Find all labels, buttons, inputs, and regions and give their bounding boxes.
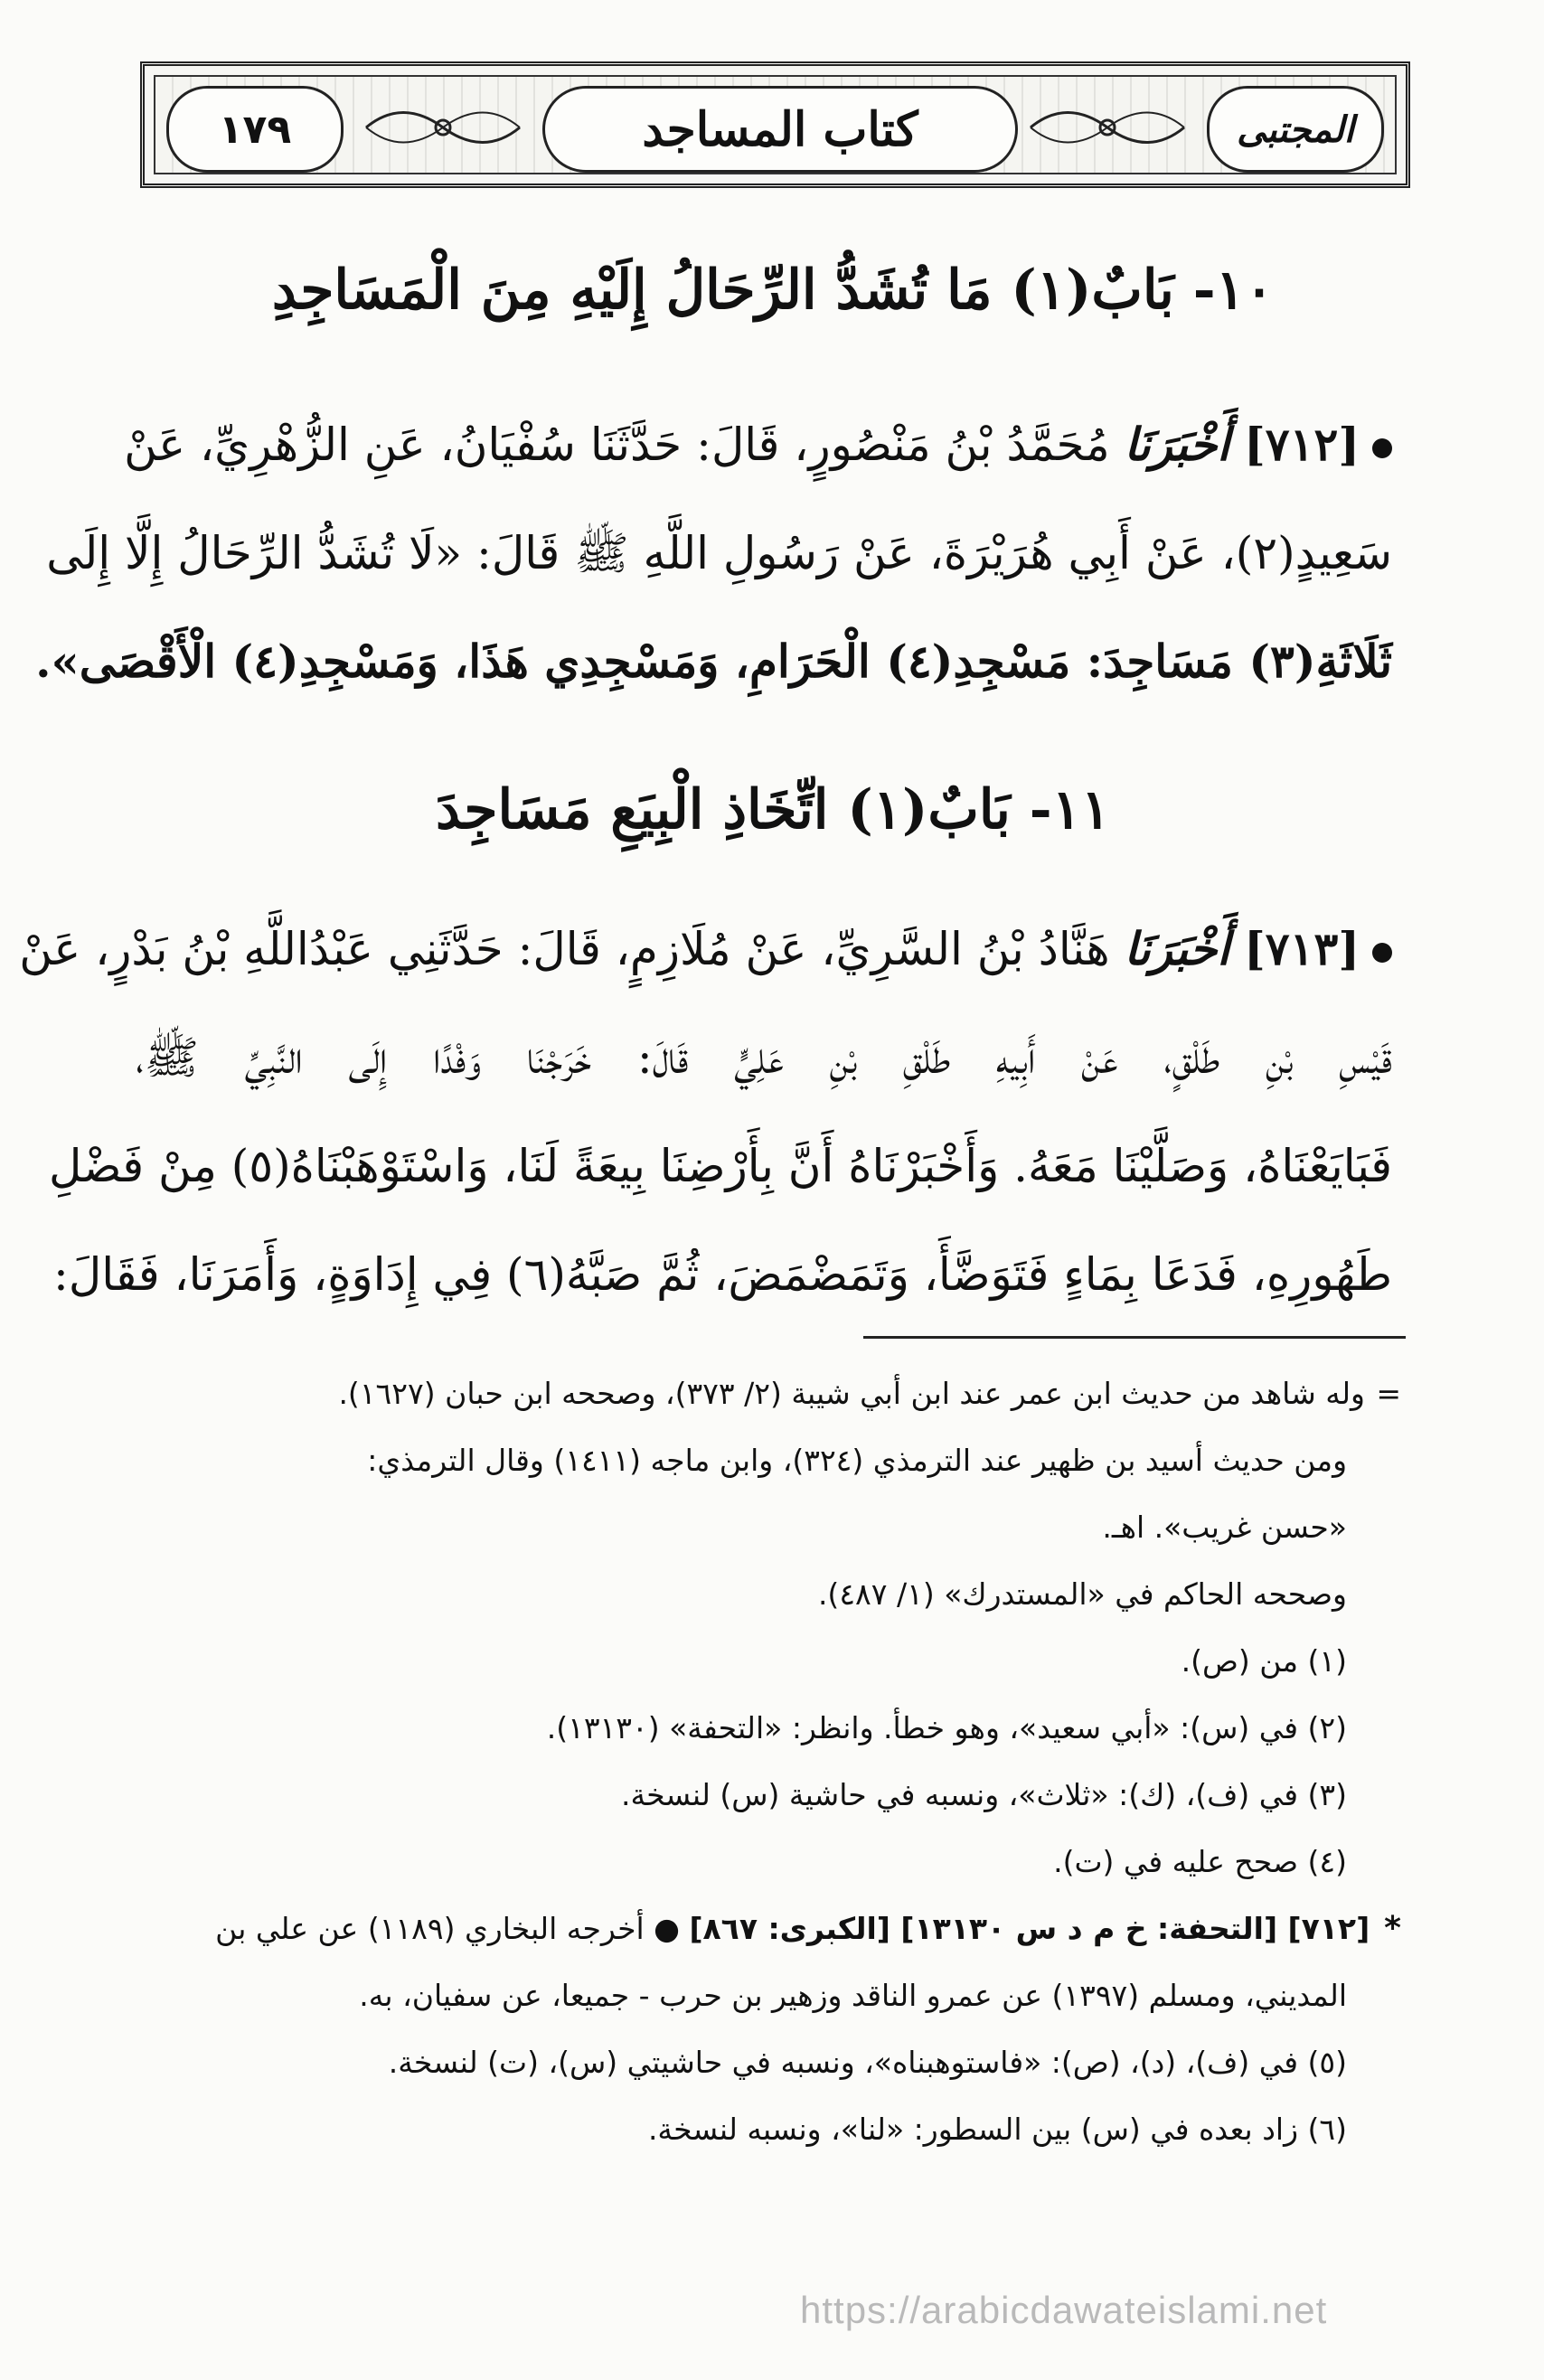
star-icon: * [1384,1910,1401,1947]
hadith-number: [٧١٣] [1244,922,1360,975]
hadith-line: سَعِيدٍ(٢)، عَنْ أَبِي هُرَيْرَةَ، عَنْ رَسُولِ اللَّهِ ﷺ قَالَ: «لَا تُشَدُّ الرِّحَالُ إِلَّا إِلَى [46,527,1392,579]
akhbarana-word: أَخْبَرَنَا [1124,922,1230,975]
footnote-2: (٢) في (س): «أبي سعيد»، وهو خطأ. وانظر: «التحفة» (١٣١٣٠). [546,1710,1347,1745]
footnote-3: (٣) في (ف)، (ك): «ثلاث»، ونسبه في حاشية (س) لنسخة. [620,1777,1347,1812]
hadith-number: [٧١٢] [1244,418,1360,471]
chapter-title-cartouche [542,86,1018,173]
hadith-712 [35,390,1392,716]
watermark-url: https://arabicdawateislami.net [800,2289,1328,2331]
hadith-line [124,390,1392,499]
footnote-1: (١) من (ص). [1181,1643,1347,1679]
hadith-line: قَيْسِ بْنِ طَلْقٍ، عَنْ أَبِيهِ طَلْقِ بْنِ عَلِيٍّ قَالَ: خَرَجْنَا وَفْدًا إِلَى النَّبِيِّ ﷺ، [136,1031,1392,1084]
hadith-line: فَبَايَعْنَاهُ، وَصَلَّيْنَا مَعَهُ. وَأَخْبَرْنَاهُ أَنَّ بِأَرْضِنَا بِيعَةً لَنَا، وَاسْتَوْهَبْنَاهُ(٥) مِنْ فَضْلِ [49,1140,1392,1192]
continuation-mark: = [1376,1376,1401,1411]
bullet-icon [1372,943,1392,963]
hadith-text: هَنَّادُ بْنُ السَّرِيِّ، عَنْ مُلَازِمٍ، قَالَ: حَدَّثَنِي عَبْدُاللَّهِ بْنُ بَدْرٍ، عَنْ [19,923,1110,975]
hadith-713 [19,895,1392,1329]
page-number-cartouche [166,86,344,173]
page-number: ١٧٩ [218,106,292,153]
akhbarana-word: أَخْبَرَنَا [1124,418,1230,471]
footnotes [136,1360,1401,2163]
section-heading-11: ١١- بَابٌ(١) اتِّخَاذِ الْبِيَعِ مَسَاجِدَ [435,778,1111,842]
hadith-line [19,895,1392,1003]
takhrij-text: أخرجه البخاري (١١٨٩) عن علي بن [215,1911,645,1946]
header-ornament-right [1026,93,1189,162]
bullet-icon: ● [654,1911,680,1946]
footnote-5: (٥) في (ف)، (د)، (ص): «فاستوهبناه»، ونسبه في حاشيتي (س)، (ت) لنسخة. [388,2045,1347,2080]
header-ornament-left [362,93,524,162]
footnote-separator [863,1336,1406,1339]
hadith-line: طَهُورِهِ، فَدَعَا بِمَاءٍ فَتَوَضَّأَ، وَتَمَضْمَضَ، ثُمَّ صَبَّهُ(٦) فِي إِدَاوَةٍ، وَأَمَرَنَا، فَقَالَ: [53,1248,1392,1301]
footnote-line: ومن حديث أسيد بن ظهير عند الترمذي (٣٢٤)، وابن ماجه (١٤١١) وقال الترمذي: [367,1443,1347,1478]
takhrij-line [136,1896,1401,1962]
bullet-icon [1372,438,1392,458]
footnote-line: «حسن غريب». اهـ. [1102,1510,1347,1545]
footnote-6: (٦) زاد بعده في (س) بين السطور: «لنا»، ونسبه لنسخة. [647,2112,1347,2147]
hadith-line: ثَلَاثَةِ(٣) مَسَاجِدَ: مَسْجِدِ(٤) الْحَرَامِ، وَمَسْجِدِي هَذَا، وَمَسْجِدِ(٤) الْأَقْصَى». [35,635,1392,688]
hadith-text: مُحَمَّدُ بْنُ مَنْصُورٍ، قَالَ: حَدَّثَنَا سُفْيَانُ، عَنِ الزُّهْرِيِّ، عَنْ [124,419,1110,471]
footnote-line: وصححه الحاكم في «المستدرك» (١/ ٤٨٧). [817,1576,1347,1612]
footnote-line [136,1360,1401,1427]
takhrij-line: المديني، ومسلم (١٣٩٧) عن عمرو الناقد وزهير بن حرب - جميعا، عن سفيان، به. [359,1978,1347,2013]
takhrij-reference: [٧١٢] [التحفة: خ م د س ١٣١٣٠] [الكبرى: ٨٦٧] [689,1911,1370,1946]
chapter-title: كتاب المساجد [642,101,918,157]
book-title-cartouche [1207,86,1384,173]
section-heading-10: ١٠- بَابٌ(١) مَا تُشَدُّ الرِّحَالُ إِلَيْهِ مِنَ الْمَسَاجِدِ [271,259,1275,322]
page-header [140,61,1410,188]
footnote-text: وله شاهد من حديث ابن عمر عند ابن أبي شيبة (٢/ ٣٧٣)، وصححه ابن حبان (١٦٢٧). [338,1376,1365,1411]
footnote-4: (٤) صحح عليه في (ت). [1053,1844,1347,1879]
book-title: المجتبى [1237,108,1354,151]
